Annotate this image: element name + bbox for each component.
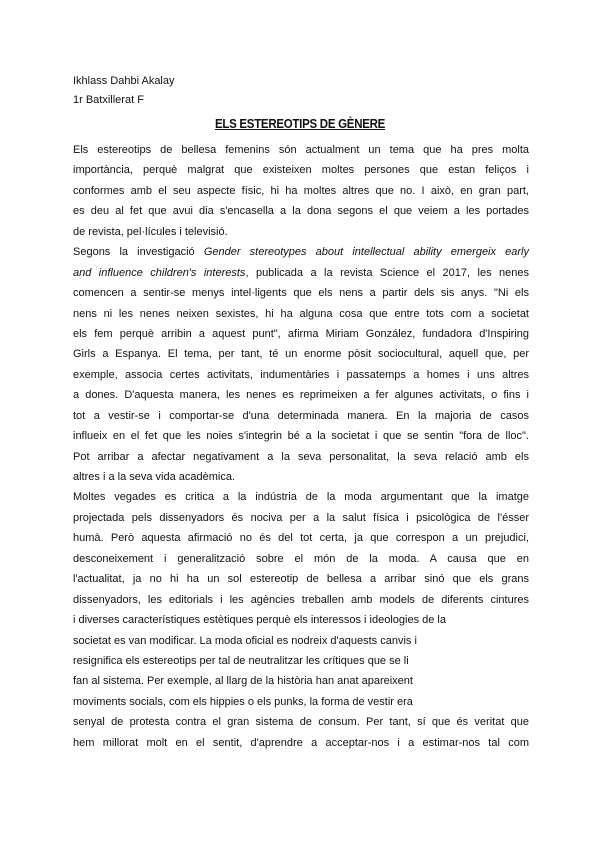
text-line: fan al sistema. Per exemple, al llarg de la història han anat apareixent: [73, 675, 413, 688]
text-line: projectada pels dissenyadors és nociva per a la salut física i psicològica de l'ésser: [73, 511, 529, 524]
text-line: nens ni les nenes neixen sexistes, hi ha alguna cosa que entre tots com a societat: [73, 307, 529, 320]
text-line: exemple, associa certes activitats, indumentàries i passatemps a homes i uns altres: [73, 368, 529, 381]
document-title: ELS ESTEREOTIPS DE GÈNERE: [214, 117, 386, 131]
text-line: a dones. D'aquesta manera, les nenes es reprimeixen a fer algunes activitats, o fins i: [73, 389, 529, 402]
text-line: senyal de protesta contra el gran sistema de consum. Per tant, sí que és veritat que: [73, 716, 529, 729]
body-text: [73, 140, 529, 753]
text-line: societat es van modificar. La moda oficial es nodreix d'aquests canvis i: [73, 634, 417, 647]
text-line: Moltes vegades es critica a la indústria de la moda argumentant que la imatge: [73, 491, 529, 504]
text-line: importància, perquè malgrat que existeixen moltes persones que estan feliços i: [73, 164, 529, 177]
text-line: comencen a sentir-se menys intel·ligents que els nens a partir dels sis anys. "Ni els: [73, 287, 529, 300]
text-line: resignifica els estereotips per tal de neutralitzar les crítiques que se li: [73, 654, 409, 667]
text-line: tot a vestir-se i comportar-se d'una determinada manera. En la majoria de casos: [73, 409, 529, 422]
class-label: 1r Batxillerat F: [73, 94, 144, 106]
author-name: Ikhlass Dahbi Akalay: [73, 75, 175, 87]
italic-study-title: Gender stereotypes about intellectual ability emergeix early: [203, 246, 529, 259]
text-line: de revista, pel·lícules i televisió.: [73, 225, 228, 238]
text-line: dissenyadors, les editorials i les agències treballen amb models de diferents cintures: [73, 593, 529, 606]
text-line: es deu al fet que avui dia s'encasella a la dona segons el que veiem a les portades: [73, 205, 529, 218]
text-line: altres i a la seva vida acadèmica.: [73, 471, 236, 483]
text-line: moviments socials, com els hippies o els punks, la forma de vestir era: [73, 695, 413, 708]
italic-study-title: and influence children's interests: [73, 266, 246, 279]
text-line: Segons la investigació Gender stereotypes about intellectual ability emergeix early: [73, 246, 529, 259]
text-line: desconeixement i generalització sobre el món de la moda. A causa que en: [73, 552, 529, 565]
text-line: i diverses característiques estètiques perquè els interessos i ideologies de la: [73, 614, 446, 627]
text-line: humà. Però aquesta afirmació no és del tot certa, ja que correspon a un prejudici,: [73, 532, 529, 545]
text-line: l'actualitat, ja no hi ha un sol estereotip de bellesa a arribar sinó que els grans: [73, 573, 529, 586]
text-line: Els estereotips de bellesa femenins són actualment un tema que ha pres molta: [73, 144, 529, 156]
text-line: hem millorat molt en el sentit, d'aprendre a acceptar-nos i a estimar-nos tal com: [73, 736, 529, 749]
text-line: Pot arribar a afectar negativament a la seva personalitat, la seva relació amb els: [73, 450, 529, 463]
text-line: conformes amb el seu aspecte físic, hi ha moltes altres que no. I això, en gran part,: [73, 184, 529, 197]
text-line: and influence children's interests, publicada a la revista Science el 2017, les nenes: [73, 266, 529, 279]
text-line: influeix en el fet que les noies s'integrin bé a la societat i que se sentin "fora de lloc".: [73, 430, 529, 443]
text-line: Girls a Espanya. El tema, per tant, té un enorme pòsit sociocultural, aquell que, per: [73, 348, 529, 361]
text-line: els fem perquè arribin a aquest punt", afirma Miriam González, fundadora d'Inspiring: [73, 327, 529, 340]
